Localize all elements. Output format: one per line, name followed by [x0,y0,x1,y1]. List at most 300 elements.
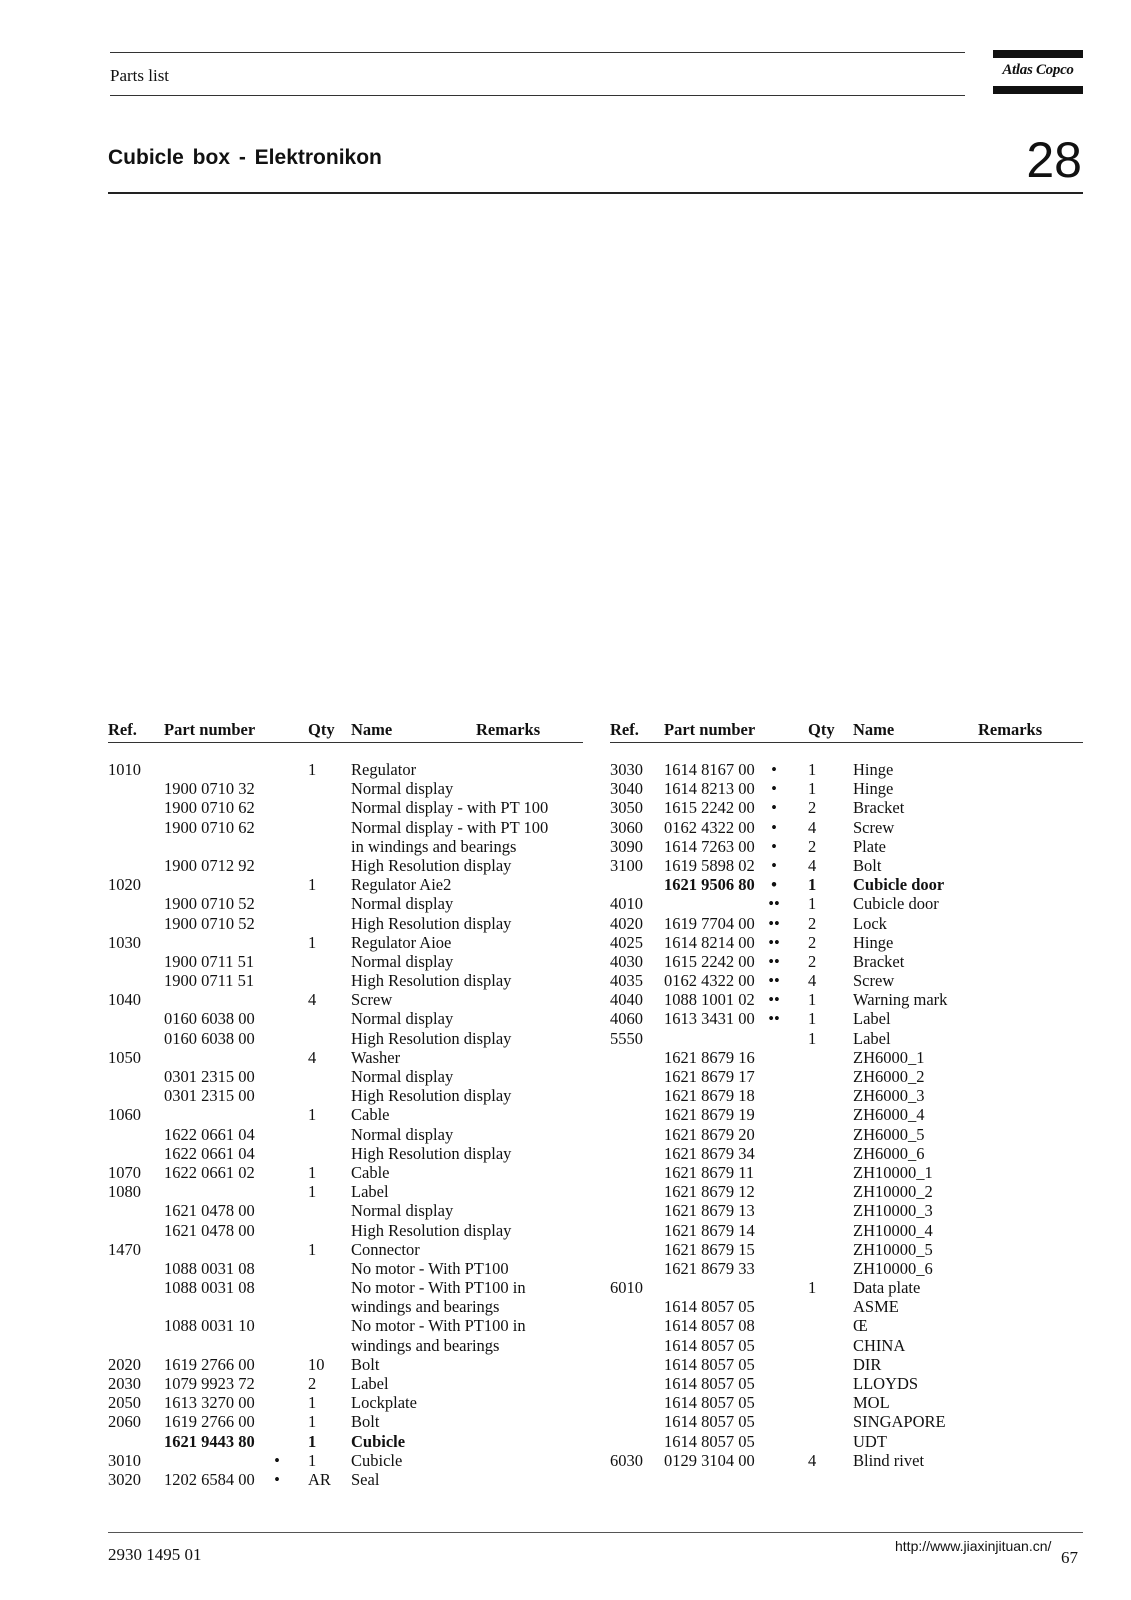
cell-part-number: 1900 0712 92 [164,855,255,875]
table-row [610,779,1083,798]
cell-name: Normal display [351,1124,454,1144]
cell-qty: 4 [308,990,317,1010]
cell-part-number: 1614 8057 05 [664,1297,755,1317]
cell-part-number: 1621 9506 80 [664,875,755,895]
cell-part-number: 1088 1001 02 [664,990,755,1010]
cell-qty: 1 [308,932,317,952]
table-row [108,1412,583,1431]
cell-part-number: 0162 4322 00 [664,817,755,837]
table-row [108,1144,583,1163]
table-row [610,818,1083,837]
table-row [108,1221,583,1240]
page-number: 67 [1061,1548,1078,1567]
cell-ref: 4035 [610,971,643,991]
cell-name: Normal display [351,894,454,914]
cell-part-number: 1900 0711 51 [164,951,255,971]
table-row [610,914,1083,933]
cell-qty: 1 [308,1393,317,1413]
cell-name: Lockplate [351,1393,417,1413]
logo-text: Atlas Copco [1002,62,1074,78]
table-row [610,1412,1083,1431]
cell-part-number: 1615 2242 00 [664,798,755,818]
table-row [108,1182,583,1201]
cell-part-number: 1621 8679 33 [664,1258,755,1278]
cell-part-number: 0129 3104 00 [664,1450,755,1470]
header-part-number: Part number [664,720,756,739]
cell-name: High Resolution display [351,1028,512,1048]
table-header-right [610,718,1083,743]
cell-ref: 1070 [108,1162,141,1182]
table-row [610,990,1083,1009]
table-row [610,1125,1083,1144]
cell-qty: AR [308,1469,331,1489]
table-row [108,856,583,875]
cell-part-number: 1614 8057 05 [664,1431,755,1451]
table-row [610,1182,1083,1201]
cell-ref: 1020 [108,875,141,895]
header-ref: Ref. [610,720,639,739]
cell-name: Label [853,1028,891,1048]
cell-part-number: 1900 0710 52 [164,913,255,933]
cell-name: Normal display [351,1067,454,1086]
cell-part-number: 1088 0031 10 [164,1316,255,1336]
cell-name: Normal display [351,1009,454,1029]
cell-ref: 4040 [610,990,643,1010]
table-row [610,1163,1083,1182]
table-row [610,1278,1083,1297]
table-row [108,875,583,894]
table-row [108,1067,583,1086]
table-row [108,1201,583,1220]
cell-qty: 1 [308,1162,317,1182]
table-row [108,1278,583,1297]
doc-number: 2930 1495 01 [108,1545,202,1564]
cell-name: ASME [853,1297,899,1317]
cell-qty: 1 [808,760,817,779]
cell-part-number: 1614 8057 08 [664,1316,755,1336]
cell-ref: 3020 [108,1469,141,1489]
table-row [610,856,1083,875]
cell-name: ZH10000_6 [853,1258,933,1278]
cell-name: ZH10000_5 [853,1239,933,1259]
cell-name: Screw [853,817,895,837]
cell-name: Seal [351,1469,380,1489]
table-row [610,1432,1083,1451]
cell-part-number: 1900 0710 52 [164,894,255,914]
cell-name: High Resolution display [351,1086,512,1106]
table-row [108,779,583,798]
cell-ref: 3100 [610,855,643,875]
cell-part-number: 1613 3431 00 [664,1009,755,1029]
cell-ref: 2020 [108,1354,141,1374]
table-row [610,1144,1083,1163]
cell-qty: 2 [808,798,817,818]
cell-name: Cubicle [351,1431,406,1451]
cell-qty: 1 [808,1278,817,1298]
cell-part-number: 1614 8057 05 [664,1354,755,1374]
cell-name: Washer [351,1047,401,1067]
cell-ref: 3040 [610,779,643,799]
cell-name: Normal display - with PT 100 [351,817,549,837]
cell-name: Bolt [853,855,882,875]
cell-name: ZH10000_4 [853,1220,933,1240]
cell-ref: 1050 [108,1047,141,1067]
table-row [108,1451,583,1470]
table-row [108,971,583,990]
cell-name: Cable [351,1105,390,1125]
title-rule [108,192,1083,194]
parts-table-left [108,718,583,1489]
cell-name: Lock [853,913,887,933]
cell-ref: 4010 [610,894,643,914]
cell-part-number: 1900 0710 62 [164,817,255,837]
cell-ref: 4025 [610,932,643,952]
cell-name: Cubicle door [853,875,945,895]
table-row [108,933,583,952]
cell-ref: 4020 [610,913,643,933]
cell-qty: 4 [808,817,817,837]
cell-name: ZH10000_3 [853,1201,933,1221]
table-row [610,894,1083,913]
cell-ref: 1060 [108,1105,141,1125]
cell-part-number: 0301 2315 00 [164,1086,255,1106]
cell-part-number: 1079 9923 72 [164,1374,255,1393]
table-row [108,760,583,779]
header-remarks: Remarks [476,720,541,739]
header-remarks: Remarks [978,720,1043,739]
table-row [108,798,583,817]
cell-name: Œ [853,1316,868,1336]
cell-ref: 2030 [108,1374,141,1393]
cell-name: Cubicle [351,1450,403,1470]
cell-part-number: 1614 8213 00 [664,779,755,799]
cell-part-number: 1621 8679 15 [664,1239,755,1259]
cell-part-number: 1900 0710 32 [164,779,255,799]
table-row [108,837,583,856]
cell-ref: 6030 [610,1450,643,1470]
table-row [108,1297,583,1316]
table-header-left [108,718,583,743]
cell-ref: 1040 [108,990,141,1010]
table-row [610,1259,1083,1278]
cell-name: No motor - With PT100 in [351,1278,526,1298]
top-rule [110,52,965,53]
cell-name: Normal display [351,1201,454,1221]
cell-part-number: 1088 0031 08 [164,1278,255,1298]
cell-part-number: 0162 4322 00 [664,971,755,991]
table-body-left [108,760,583,1489]
table-row [610,1393,1083,1412]
cell-name: UDT [853,1431,887,1451]
cell-qty: 1 [808,990,817,1010]
cell-name: ZH6000_2 [853,1067,925,1086]
cell-name: Label [351,1182,389,1202]
cell-qty: 1 [308,1182,317,1202]
cell-part-number: 1613 3270 00 [164,1393,255,1413]
cell-qty: 1 [808,1009,817,1029]
cell-name: High Resolution display [351,1220,512,1240]
cell-name: No motor - With PT100 [351,1258,509,1278]
cell-name: High Resolution display [351,971,512,991]
cell-part-number: 1615 2242 00 [664,951,755,971]
cell-qty: 1 [308,1450,317,1470]
cell-qty: 1 [308,875,317,895]
table-body-right [610,760,1083,1470]
header-qty: Qty [308,720,335,739]
cell-part-number: 1622 0661 04 [164,1124,255,1144]
table-row [108,914,583,933]
cell-name: Label [853,1009,891,1029]
table-row [610,1451,1083,1470]
cell-name: ZH10000_1 [853,1162,933,1182]
cell-part-number: 1621 8679 17 [664,1067,755,1086]
cell-qty: 10 [308,1354,325,1374]
table-row [610,1316,1083,1335]
cell-part-number: 1622 0661 02 [164,1162,255,1182]
cell-part-number: 1621 0478 00 [164,1201,255,1221]
cell-name: ZH6000_4 [853,1105,925,1125]
table-row [610,1297,1083,1316]
cell-part-number: 1621 9443 80 [164,1431,255,1451]
cell-ref: 3050 [610,798,643,818]
table-row [108,1336,583,1355]
cell-name: Normal display [351,779,454,799]
cell-marker: •• [768,951,780,971]
cell-name: ZH6000_6 [853,1143,925,1163]
table-row [610,1009,1083,1028]
cell-name: No motor - With PT100 in [351,1316,526,1336]
cell-name: Data plate [853,1278,921,1298]
table-row [610,1086,1083,1105]
cell-part-number: 1622 0661 04 [164,1143,255,1163]
cell-marker: • [771,798,777,818]
cell-name: Connector [351,1239,420,1259]
table-row [610,837,1083,856]
table-row [108,1163,583,1182]
cell-name: windings and bearings [351,1297,500,1317]
footer-url: http://www.jiaxinjituan.cn/ [895,1538,1052,1554]
cell-name: High Resolution display [351,913,512,933]
table-row [108,1086,583,1105]
cell-marker: • [771,760,777,779]
table-row [610,1374,1083,1393]
cell-name: in windings and bearings [351,836,517,856]
table-row [610,952,1083,971]
cell-marker: •• [768,990,780,1010]
cell-qty: 2 [308,1374,317,1393]
cell-ref: 2060 [108,1412,141,1432]
cell-name: ZH10000_2 [853,1182,933,1202]
cell-name: LLOYDS [853,1374,919,1393]
cell-ref: 3030 [610,760,643,779]
table-row [610,875,1083,894]
table-row [108,1125,583,1144]
page-title: Cubicle box - Elektronikon [108,146,382,169]
cell-marker: •• [768,971,780,991]
cell-name: Screw [351,990,393,1010]
cell-ref: 1010 [108,760,141,779]
cell-part-number: 0301 2315 00 [164,1067,255,1086]
cell-name: Regulator Aioe [351,932,452,952]
cell-part-number: 1202 6584 00 [164,1469,255,1489]
cell-name: Warning mark [853,990,948,1010]
cell-marker: • [771,779,777,799]
cell-name: Hinge [853,779,894,799]
cell-qty: 4 [808,855,817,875]
cell-name: Screw [853,971,895,991]
table-row [108,1374,583,1393]
cell-name: CHINA [853,1335,906,1355]
cell-ref: 4060 [610,1009,643,1029]
cell-part-number: 0160 6038 00 [164,1028,255,1048]
header-rule [110,95,965,96]
cell-qty: 1 [308,1239,317,1259]
parts-table-right [610,718,1083,1470]
table-row [108,1316,583,1335]
cell-part-number: 1621 8679 11 [664,1162,755,1182]
cell-name: Bolt [351,1354,380,1374]
cell-part-number: 1614 8057 05 [664,1412,755,1432]
cell-qty: 1 [308,1412,317,1432]
cell-qty: 2 [808,932,817,952]
cell-ref: 1030 [108,932,141,952]
cell-part-number: 1621 8679 20 [664,1124,755,1144]
cell-qty: 4 [808,971,817,991]
cell-part-number: 1619 2766 00 [164,1412,255,1432]
cell-qty: 1 [308,1431,317,1451]
cell-part-number: 1088 0031 08 [164,1258,255,1278]
table-row [108,1259,583,1278]
cell-part-number: 1621 8679 34 [664,1143,755,1163]
atlas-copco-logo [993,50,1083,94]
table-row [108,1470,583,1489]
table-row [610,1336,1083,1355]
cell-ref: 1470 [108,1239,141,1259]
cell-name: Regulator [351,760,417,779]
header-ref: Ref. [108,720,137,739]
cell-name: Hinge [853,932,894,952]
cell-part-number: 1621 8679 18 [664,1086,755,1106]
cell-name: Normal display - with PT 100 [351,798,549,818]
cell-name: ZH6000_5 [853,1124,925,1144]
header-qty: Qty [808,720,835,739]
logo-bar-bottom [993,86,1083,94]
cell-part-number: 1614 8057 05 [664,1393,755,1413]
table-row [610,1221,1083,1240]
cell-ref: 2050 [108,1393,141,1413]
section-number: 28 [1026,132,1082,188]
cell-part-number: 1621 8679 16 [664,1047,755,1067]
cell-name: MOL [853,1393,890,1413]
cell-name: Bolt [351,1412,380,1432]
cell-part-number: 1619 7704 00 [664,913,755,933]
cell-qty: 2 [808,913,817,933]
table-row [610,1240,1083,1259]
cell-marker: •• [768,932,780,952]
cell-name: High Resolution display [351,855,512,875]
table-row [610,1201,1083,1220]
cell-part-number: 0160 6038 00 [164,1009,255,1029]
cell-part-number: 1614 8167 00 [664,760,755,779]
cell-ref: 1080 [108,1182,141,1202]
cell-marker: •• [768,1009,780,1029]
table-row [610,760,1083,779]
cell-name: windings and bearings [351,1335,500,1355]
table-row [610,1029,1083,1048]
cell-part-number: 1900 0710 62 [164,798,255,818]
cell-marker: •• [768,913,780,933]
cell-ref: 6010 [610,1278,643,1298]
table-row [610,1355,1083,1374]
table-row [610,1105,1083,1124]
cell-part-number: 1614 8214 00 [664,932,755,952]
cell-part-number: 1614 7263 00 [664,836,755,856]
cell-name: Hinge [853,760,894,779]
table-row [108,952,583,971]
cell-marker: •• [768,894,780,914]
cell-marker: • [274,1469,280,1489]
cell-ref: 4030 [610,951,643,971]
cell-ref: 3060 [610,817,643,837]
header-part-number: Part number [164,720,256,739]
cell-marker: • [771,836,777,856]
cell-qty: 2 [808,836,817,856]
table-row [610,1067,1083,1086]
header-name: Name [351,720,393,739]
table-row [108,1105,583,1124]
cell-part-number: 1614 8057 05 [664,1374,755,1393]
cell-qty: 1 [808,1028,817,1048]
cell-name: Label [351,1374,389,1393]
cell-name: SINGAPORE [853,1412,946,1432]
cell-name: High Resolution display [351,1143,512,1163]
logo-bar-top [993,50,1083,58]
cell-qty: 1 [308,1105,317,1125]
cell-part-number: 1621 8679 13 [664,1201,755,1221]
cell-qty: 1 [808,779,817,799]
cell-qty: 1 [808,875,817,895]
cell-ref: 5550 [610,1028,643,1048]
table-row [108,1048,583,1067]
cell-part-number: 1621 8679 19 [664,1105,755,1125]
cell-qty: 1 [308,760,317,779]
table-row [108,1393,583,1412]
table-row [108,990,583,1009]
cell-part-number: 1621 8679 12 [664,1182,755,1202]
table-row [108,894,583,913]
cell-name: Cubicle door [853,894,939,914]
cell-name: ZH6000_3 [853,1086,925,1106]
cell-name: Cable [351,1162,390,1182]
cell-part-number: 1619 5898 02 [664,855,755,875]
table-row [610,971,1083,990]
table-row [610,798,1083,817]
cell-part-number: 1621 0478 00 [164,1220,255,1240]
footer-rule [108,1532,1083,1533]
table-row [108,1009,583,1028]
cell-part-number: 1619 2766 00 [164,1354,255,1374]
cell-marker: • [771,855,777,875]
header-label: Parts list [110,66,170,85]
cell-name: Regulator Aie2 [351,875,452,895]
table-row [108,818,583,837]
cell-qty: 2 [808,951,817,971]
cell-name: Bracket [853,951,905,971]
table-row [108,1240,583,1259]
cell-part-number: 1900 0711 51 [164,971,255,991]
table-row [610,1048,1083,1067]
table-row [108,1029,583,1048]
